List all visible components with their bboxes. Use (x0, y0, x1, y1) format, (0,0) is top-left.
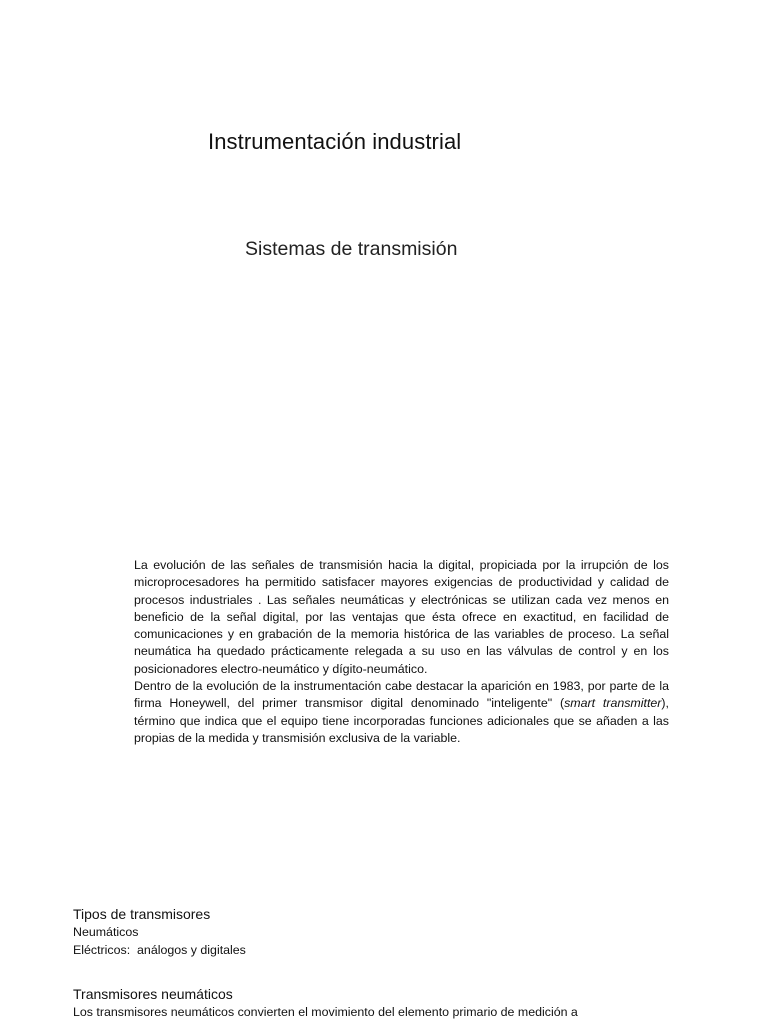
transmitter-type-electric: Eléctricos: análogos y digitales (73, 943, 246, 957)
page-title: Instrumentación industrial (208, 129, 462, 154)
smart-transmitter-term: smart transmitter (564, 696, 662, 711)
intro-paragraph-1: La evolución de las señales de transmisión hacia la digital, propiciada por la irrupción de los microprocesadores ha permitido satisfacer mayores exigencias de productividad y calidad de procesos industriales . Las señales neumáticas y electrónicas se utilizan cada vez menos en beneficio de la señal digital, por las ventajas que ésta ofrece en exactitud, en facilidad de comunicaciones y en grabación de la memoria histórica de las variables de proceso. La señal neumática ha quedado prácticamente relegada a su uso en las válvulas de control y en los posicionadores electro-neumático y dígito-neumático. (134, 558, 669, 676)
pneumatic-transmitters-heading: Transmisores neumáticos (73, 986, 233, 1002)
transmitter-types-section (73, 905, 723, 959)
pneumatic-transmitters-section (73, 985, 763, 1021)
intro-paragraph-2 (134, 678, 669, 747)
transmitter-types-heading: Tipos de transmisores (73, 906, 211, 922)
paragraph-2-text-end: ), término que indica que el equipo tiene incorporadas funciones adicionales que se añaden a las propias de la medida y transmisión exclusiva de la variable. (134, 696, 669, 745)
intro-body (134, 557, 669, 747)
page-subtitle: Sistemas de transmisión (245, 238, 458, 260)
pneumatic-transmitters-text: Los transmisores neumáticos convierten el movimiento del elemento primario de medición a (73, 1005, 578, 1019)
paragraph-2-text-start: Dentro de la evolución de la instrumentación cabe destacar la aparición en 1983, por parte de la firma Honeywell, del primer transmisor digital denominado "inteligente" ( (134, 679, 669, 711)
transmitter-type-pneumatic: Neumáticos (73, 925, 139, 939)
